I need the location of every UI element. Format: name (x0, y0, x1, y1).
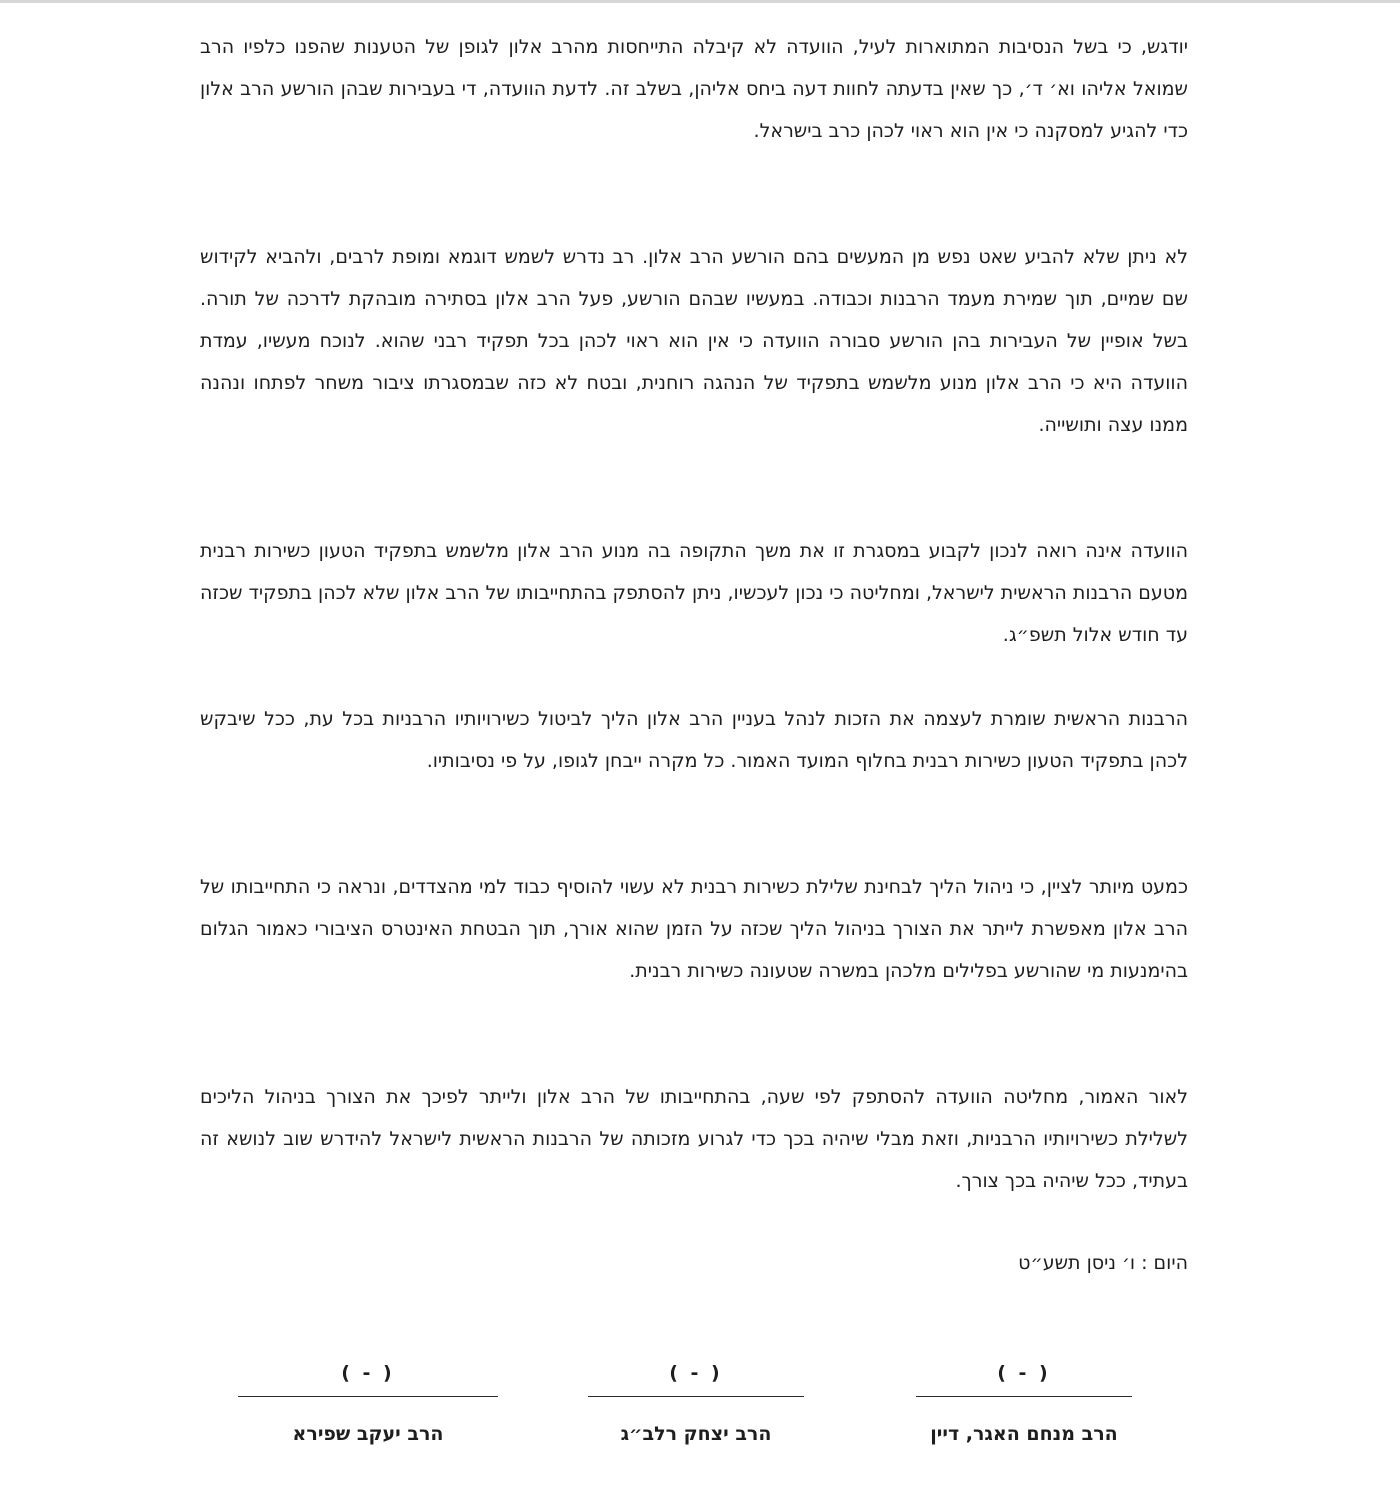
signature-line (238, 1396, 498, 1397)
page-top-border (0, 0, 1400, 3)
paragraph-5: כמעט מיותר לציין, כי ניהול הליך לבחינת שלילת כשירות רבנית לא עשוי להוסיף כבוד למי מהצדדים, ונראה כי התחייבותו של הרב אלון מאפשרת לייתר את הצורך בניהול הליך שכזה על הזמן שהוא אורך, תוך הבטחת האינטרס הציבורי כאמור הגלום בהימנעות מי שהורשע בפלילים מלכהן במשרה שטעונה כשירות רבנית. (200, 876, 1188, 982)
signature-mark: ( - ) (341, 1362, 395, 1384)
signature-line (916, 1396, 1132, 1397)
signature-line (588, 1396, 804, 1397)
signatory-name: הרב מנחם האגר, דיין (930, 1423, 1118, 1445)
signature-block-shapira (238, 1352, 498, 1455)
signature-mark: ( - ) (997, 1362, 1051, 1384)
signatory-name: הרב יצחק רלב״ג (620, 1423, 772, 1445)
signature-mark: ( - ) (669, 1362, 723, 1384)
signature-block-ralbag (588, 1352, 804, 1455)
paragraph-1: יודגש, כי בשל הנסיבות המתוארות לעיל, הוועדה לא קיבלה התייחסות מהרב אלון לגופן של הטענות שהפנו כלפיו הרב שמואל אליהו וא׳ ד׳, כך שאין בדעתה לחוות דעה ביחס אליהן, בשלב זה. לדעת הוועדה, די בעבירות שבהן הורשע הרב אלון כדי להגיע למסקנה כי אין הוא ראוי לכהן כרב בישראל. (200, 36, 1188, 142)
paragraph-3: הוועדה אינה רואה לנכון לקבוע במסגרת זו את משך התקופה בה מנוע הרב אלון מלשמש בתפקיד הטעון כשירות רבנית מטעם הרבנות הראשית לישראל, ומחליטה כי נכון לעכשיו, ניתן להסתפק בהתחייבותו של הרב אלון שלא לכהן בתפקיד שכזה עד חודש אלול תשפ״ג. (200, 540, 1188, 646)
paragraph-4: הרבנות הראשית שומרת לעצמה את הזכות לנהל בעניין הרב אלון הליך לביטול כשירויותיו הרבניות בכל עת, ככל שיבקש לכהן בתפקיד הטעון כשירות רבנית בחלוף המועד האמור. כל מקרה ייבחן לגופו, על פי נסיבותיו. (200, 708, 1188, 772)
paragraph-2: לא ניתן שלא להביע שאט נפש מן המעשים בהם הורשע הרב אלון. רב נדרש לשמש דוגמא ומופת לרבים, ולהביא לקידוש שם שמיים, תוך שמירת מעמד הרבנות וכבודה. במעשיו שבהם הורשע, פעל הרב אלון בסתירה מובהקת לדרכה של תורה. בשל אופיין של העבירות בהן הורשע סבורה הוועדה כי אין הוא ראוי לכהן בכל תפקיד רבני שהוא. לנוכח מעשיו, עמדת הוועדה היא כי הרב אלון מנוע מלשמש בתפקיד של הנהגה רוחנית, ובטח לא כזה שבמסגרתו ציבור משחר לפתחו ונהנה ממנו עצה ותושייה. (200, 246, 1188, 436)
date-line: היום : ו׳ ניסן תשע״ט (1018, 1252, 1188, 1274)
signatory-name: הרב יעקב שפירא (292, 1423, 444, 1445)
paragraph-6: לאור האמור, מחליטה הוועדה להסתפק לפי שעה, בהתחייבותו של הרב אלון ולייתר לפיכך את הצורך בניהול הליכים לשלילת כשירויותיו הרבניות, וזאת מבלי שיהיה בכך כדי לגרוע מזכותה של הרבנות הראשית לישראל להידרש שוב לנושא זה בעתיד, ככל שיהיה בכך צורך. (200, 1086, 1188, 1192)
signature-block-hager (916, 1352, 1132, 1455)
